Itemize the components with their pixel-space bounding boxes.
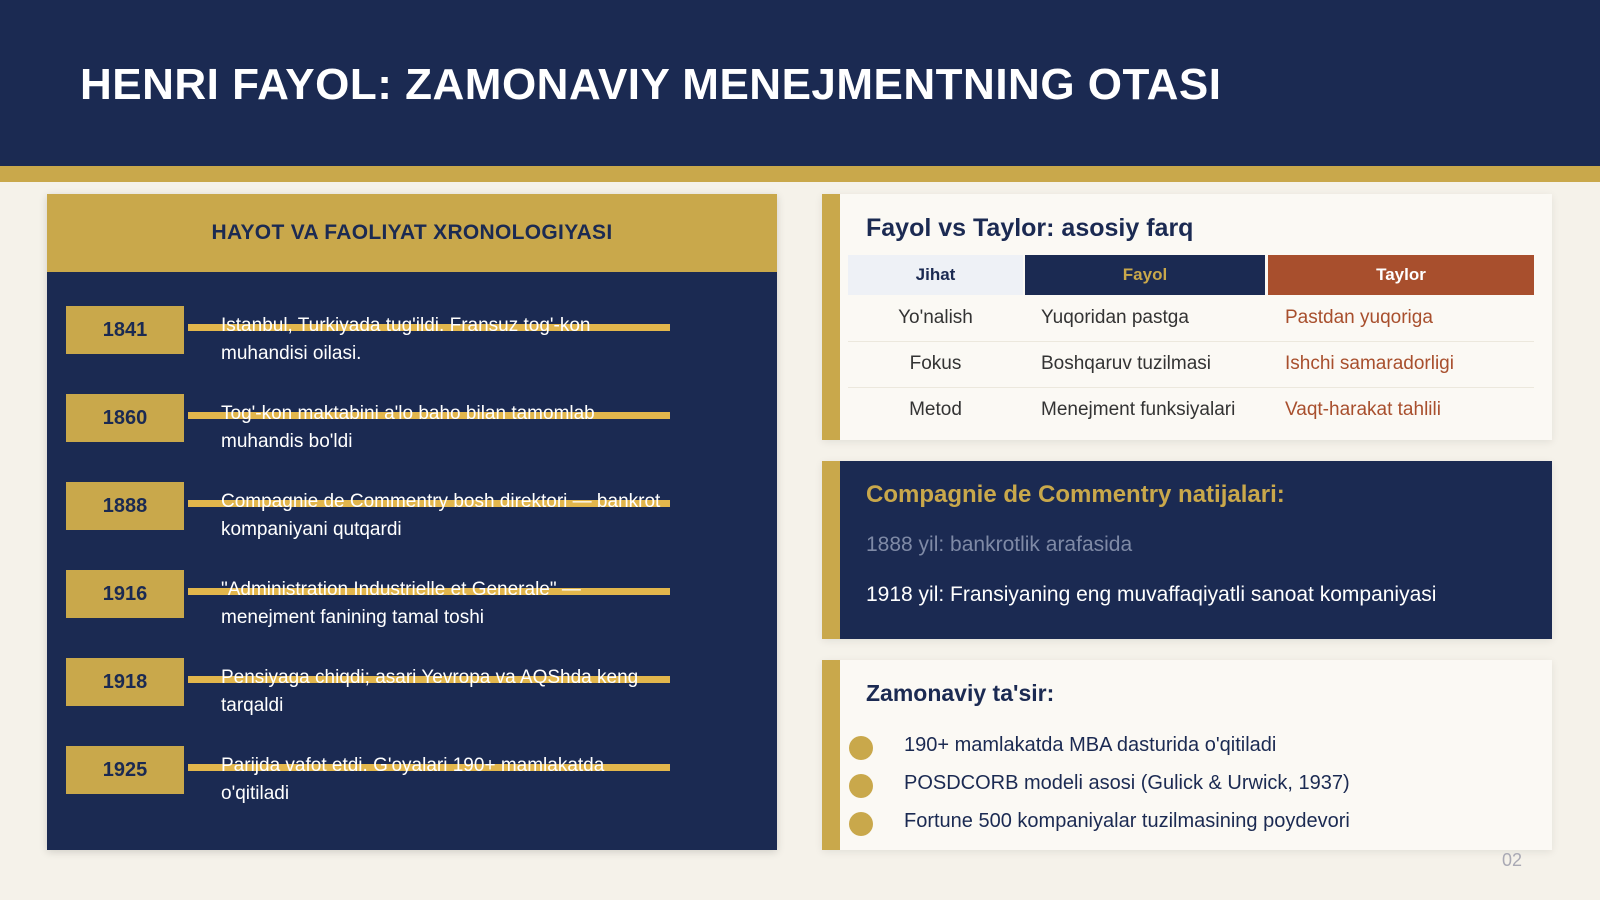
timeline-year: 1918 — [66, 658, 184, 706]
table-row — [848, 341, 1534, 388]
timeline-year: 1916 — [66, 570, 184, 618]
timeline-year: 1925 — [66, 746, 184, 794]
timeline-text-line: tarqaldi — [221, 695, 284, 716]
bullet-dot-icon — [849, 812, 873, 836]
timeline-description — [221, 400, 741, 456]
impact-text: POSDCORB modeli asosi (Gulick & Urwick, 1937) — [904, 772, 1350, 794]
timeline-header — [47, 194, 777, 272]
impact-title: Zamonaviy ta'sir: — [866, 680, 1055, 706]
timeline-text-line: muhandis bo'ldi — [221, 431, 353, 452]
card-accent-bar — [822, 194, 840, 440]
timeline-item — [47, 658, 777, 728]
timeline-text-line: "Administration Industrielle et Generale" — — [221, 579, 581, 600]
table-cell-aspect: Yo'nalish — [898, 307, 973, 328]
table-row — [848, 295, 1534, 342]
timeline-description — [221, 312, 741, 368]
impact-text: 190+ mamlakatda MBA dasturida o'qitiladi — [904, 734, 1277, 756]
timeline-year: 1888 — [66, 482, 184, 530]
table-row — [848, 387, 1534, 433]
timeline-item — [47, 394, 777, 464]
comparison-title: Fayol vs Taylor: asosiy farq — [866, 214, 1194, 242]
impact-text: Fortune 500 kompaniyalar tuzilmasining poydevori — [904, 810, 1350, 832]
table-cell-taylor: Vaqt-harakat tahlili — [1285, 399, 1441, 420]
timeline-text-line: Pensiyaga chiqdi; asari Yevropa va AQShda keng — [221, 667, 639, 688]
results-title: Compagnie de Commentry natijalari: — [866, 481, 1285, 508]
column-header-fayol: Fayol — [1025, 255, 1265, 295]
list-item — [822, 768, 1552, 800]
timeline-heading: HAYOT VA FAOLIYAT XRONOLOGIYASI — [211, 221, 613, 244]
timeline-item — [47, 306, 777, 376]
timeline-text-line: kompaniyani qutqardi — [221, 519, 402, 540]
column-header-taylor: Taylor — [1268, 255, 1534, 295]
timeline-description — [221, 664, 741, 720]
timeline-text-line: menejment fanining tamal toshi — [221, 607, 484, 628]
timeline-text-line: Parijda vafot etdi. G'oyalari 190+ mamlakatda — [221, 755, 605, 776]
table-cell-fayol: Menejment funksiyalari — [1041, 399, 1236, 420]
timeline-item — [47, 746, 777, 816]
list-item — [822, 730, 1552, 762]
timeline-text-line: o'qitiladi — [221, 783, 290, 804]
timeline-text-line: Compagnie de Commentry bosh direktori — bankrot — [221, 491, 661, 512]
card-accent-bar — [822, 461, 840, 639]
timeline-description — [221, 752, 741, 808]
table-cell-aspect: Metod — [909, 399, 962, 420]
results-before: 1888 yil: bankrotlik arafasida — [866, 533, 1133, 556]
table-cell-fayol: Boshqaruv tuzilmasi — [1041, 353, 1212, 374]
timeline-item — [47, 570, 777, 640]
results-after: 1918 yil: Fransiyaning eng muvaffaqiyatli sanoat kompaniyasi — [866, 583, 1437, 606]
timeline-item — [47, 482, 777, 552]
timeline-description — [221, 488, 741, 544]
slide-title: HENRI FAYOL: ZAMONAVIY MENEJMENTNING OTASI — [80, 60, 1222, 109]
timeline-text-line: muhandisi oilasi. — [221, 343, 362, 364]
table-cell-aspect: Fokus — [909, 353, 962, 374]
timeline-description — [221, 576, 741, 632]
bullet-dot-icon — [849, 774, 873, 798]
results-card — [822, 461, 1552, 639]
table-cell-fayol: Yuqoridan pastga — [1041, 307, 1189, 328]
timeline-year: 1841 — [66, 306, 184, 354]
timeline-text-line: Tog'-kon maktabini a'lo baho bilan tamomlab — [221, 403, 595, 424]
comparison-card — [822, 194, 1552, 440]
timeline-card — [47, 194, 777, 850]
header-accent-strip — [0, 166, 1600, 182]
table-cell-taylor: Ishchi samaradorligi — [1285, 353, 1454, 374]
list-item — [822, 806, 1552, 838]
column-header-jihat: Jihat — [848, 255, 1023, 295]
bullet-dot-icon — [849, 736, 873, 760]
page-number: 02 — [1502, 850, 1523, 870]
timeline-text-line: Istanbul, Turkiyada tug'ildi. Fransuz tog'-kon — [221, 315, 591, 336]
impact-card — [822, 660, 1552, 850]
table-cell-taylor: Pastdan yuqoriga — [1285, 307, 1433, 328]
timeline-year: 1860 — [66, 394, 184, 442]
slide-header — [0, 0, 1600, 166]
